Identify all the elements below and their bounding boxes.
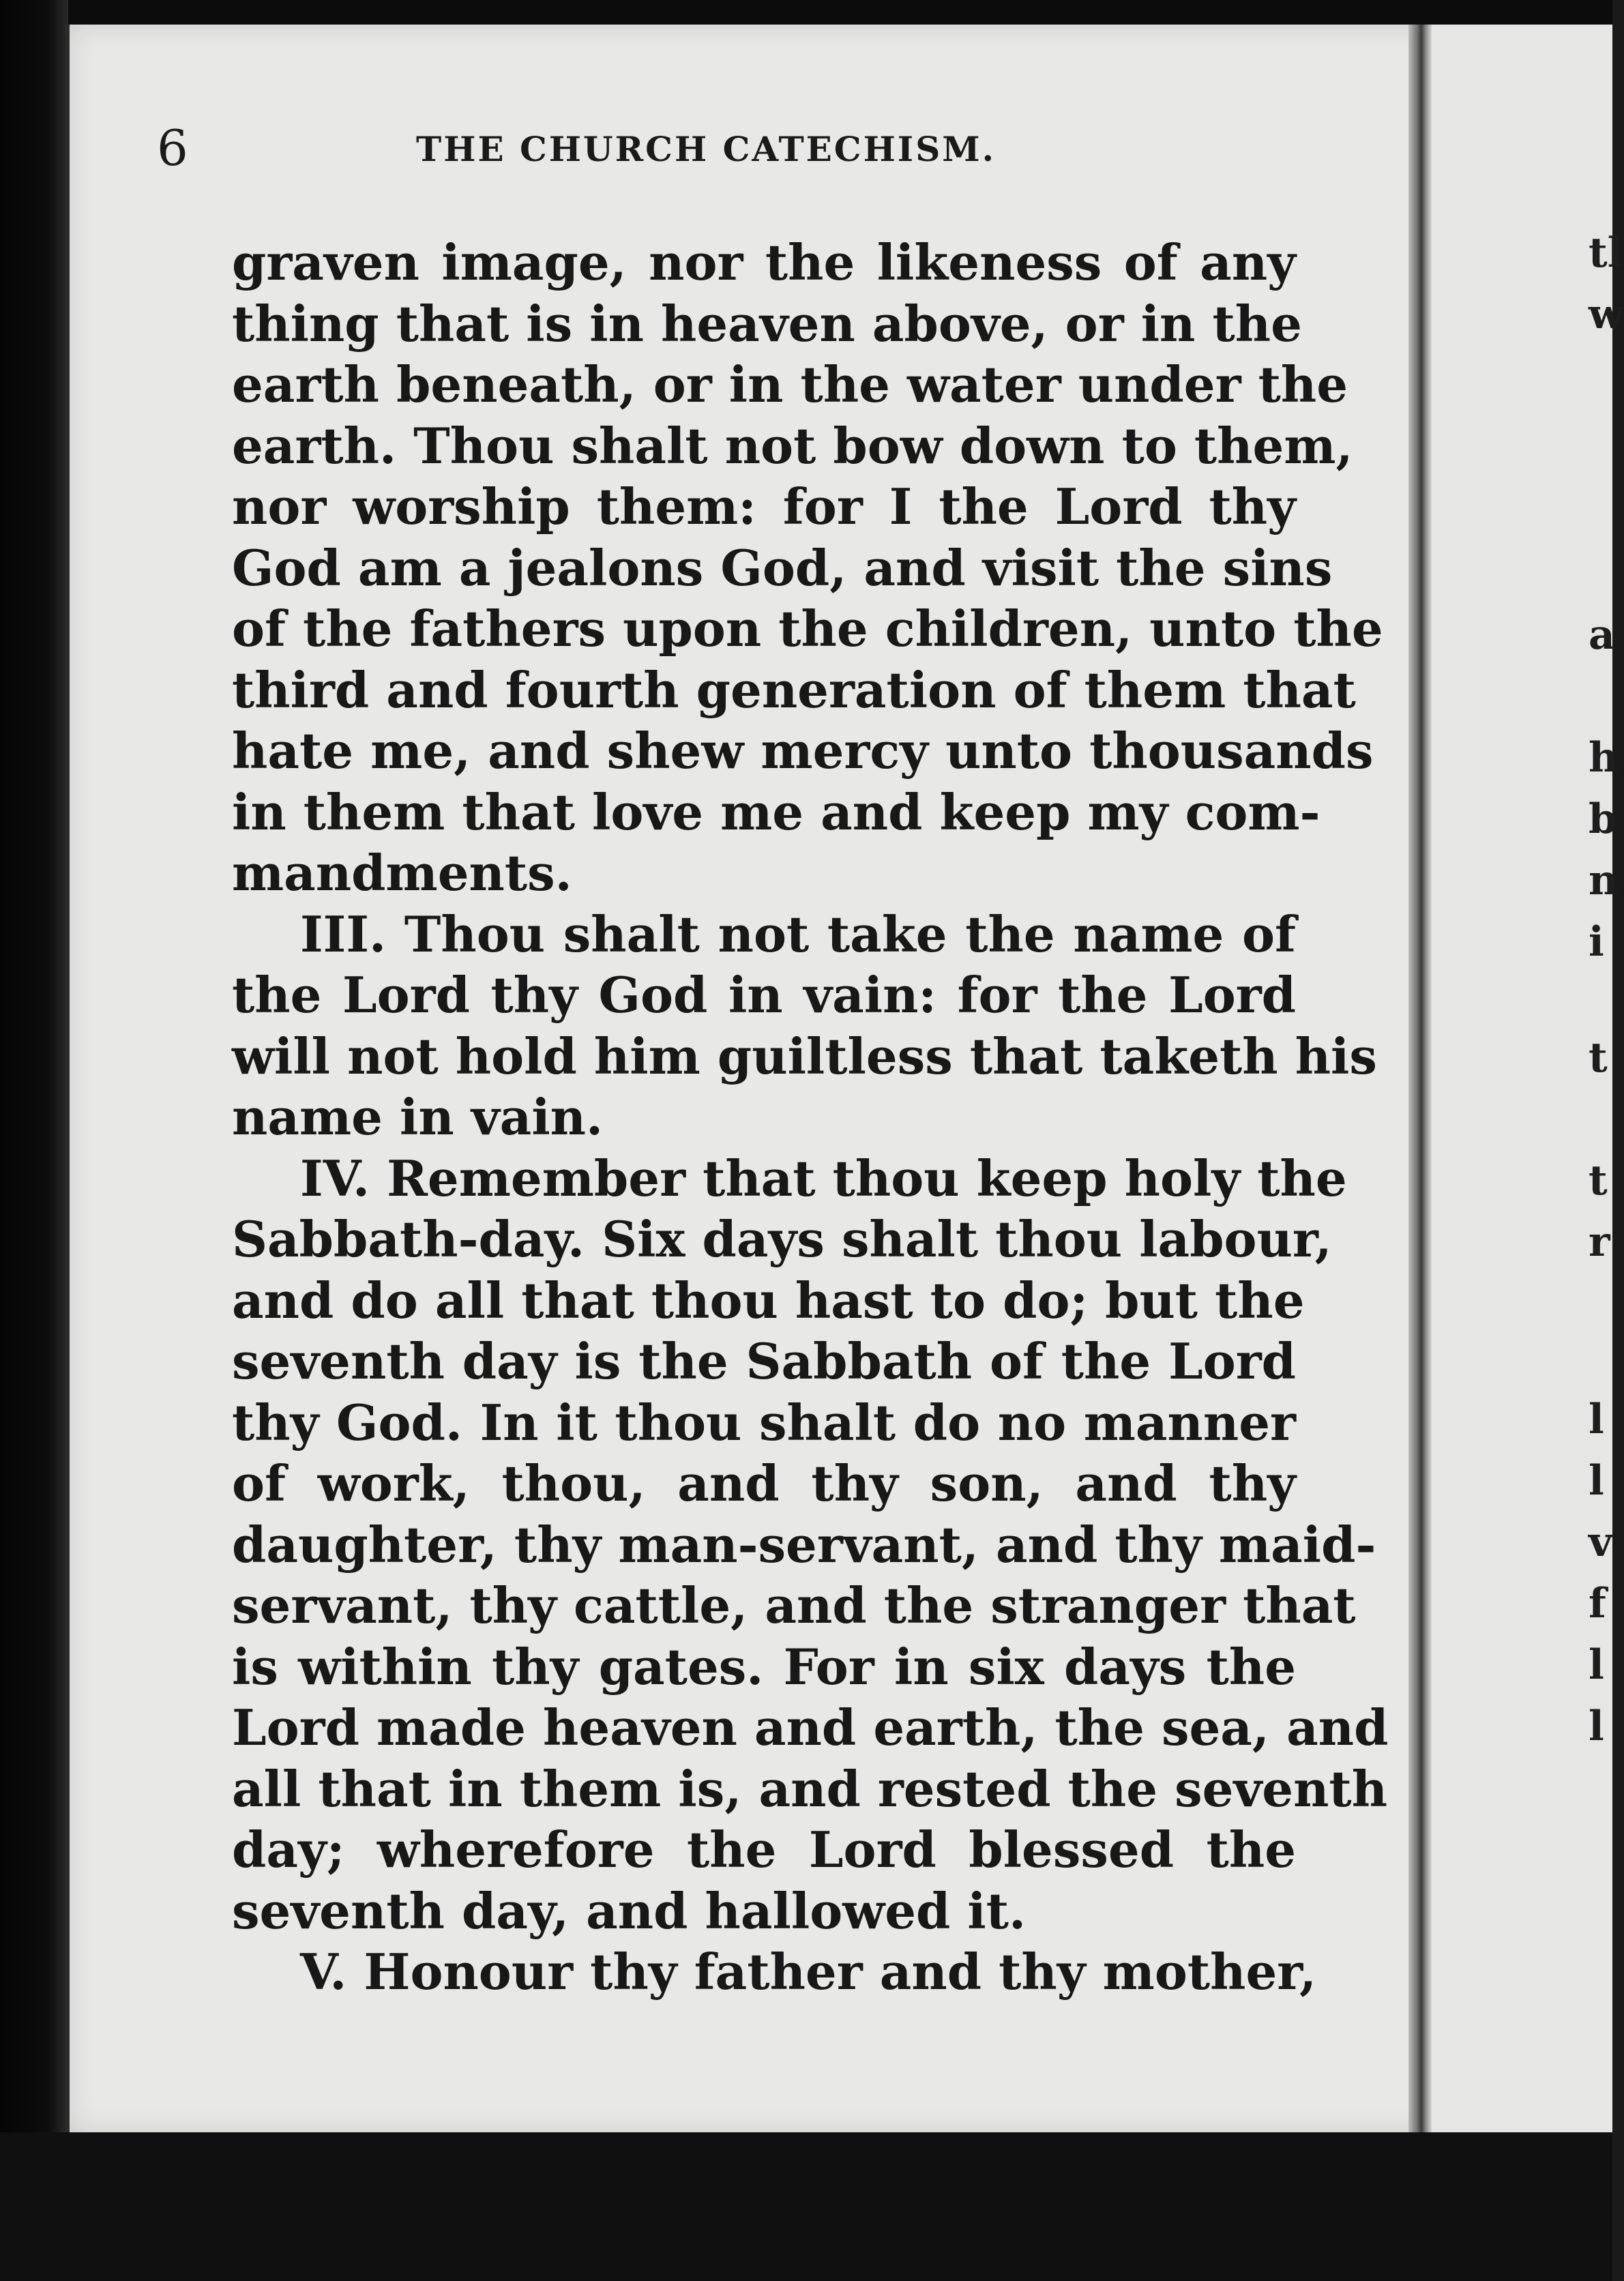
text-line: hate me, and shew mercy unto thousands: [232, 722, 1374, 780]
text-line: Lord made heaven and earth, the sea, and: [232, 1698, 1389, 1756]
facing-fragment: l: [1589, 1703, 1604, 1750]
text-line: God am a jealons God, and visit the sins: [232, 538, 1333, 597]
text-line: third and fourth generation of them that: [232, 660, 1356, 719]
text-line: Sabbath-day. Six days shalt thou labour,: [232, 1210, 1332, 1268]
body-text: [232, 232, 1389, 2003]
facing-fragment: n: [1589, 857, 1619, 904]
text-line: servant, thy cattle, and the stranger that: [232, 1576, 1356, 1634]
facing-fragment: l: [1589, 1457, 1604, 1505]
facing-fragment: v: [1589, 1518, 1612, 1566]
text-line: name in vain.: [232, 1088, 604, 1146]
facing-fragment: r: [1589, 1218, 1610, 1266]
bottom-film-border: [0, 2132, 1612, 2281]
text-line: daughter, thy man-servant, and thy maid-: [232, 1515, 1376, 1574]
text-line: of the fathers upon the children, unto the: [232, 600, 1383, 658]
facing-fragment: t: [1589, 1157, 1608, 1205]
facing-fragment: t: [1589, 1034, 1608, 1082]
text-line: is within thy gates. For in six days the: [232, 1637, 1296, 1696]
facing-page: [1432, 25, 1624, 2132]
text-line: all that in them is, and rested the seventh: [232, 1759, 1388, 1818]
commandment-iii: III. Thou shalt not take the name of: [300, 904, 1296, 963]
commandment-v: V. Honour thy father and thy mother,: [300, 1943, 1317, 2001]
facing-fragment: l: [1589, 1396, 1604, 1443]
top-film-border: [0, 0, 1612, 27]
facing-fragment: w: [1589, 291, 1624, 338]
commandment-iv: IV. Remember that thou keep holy the: [300, 1149, 1347, 1207]
text-line: mandments.: [232, 844, 572, 902]
text-line: will not hold him guiltless that taketh his: [232, 1027, 1377, 1085]
text-line: and do all that thou hast to do; but the: [232, 1271, 1305, 1329]
text-line: day; wherefore the Lord blessed the: [232, 1821, 1296, 1879]
facing-fragment: h: [1589, 734, 1619, 782]
text-line: of work, thou, and thy son, and thy: [232, 1454, 1296, 1512]
text-line: nor worship them: for I the Lord thy: [232, 477, 1296, 535]
facing-fragment: l: [1589, 1641, 1604, 1689]
running-title: THE CHURCH CATECHISM.: [416, 129, 996, 169]
text-line: seventh day, and hallowed it.: [232, 1881, 1027, 1940]
facing-fragment: b: [1589, 795, 1617, 843]
facing-fragment: tl: [1589, 229, 1623, 277]
facing-fragment: a: [1589, 611, 1615, 659]
book-gutter: [1408, 25, 1432, 2132]
left-film-border: [0, 0, 68, 2281]
facing-fragment: i: [1589, 918, 1604, 966]
text-line: in them that love me and keep my com-: [232, 782, 1320, 841]
text-line: thy God. In it thou shalt do no manner: [232, 1393, 1296, 1452]
text-line: the Lord thy God in vain: for the Lord: [232, 966, 1296, 1024]
page-number: 6: [157, 119, 188, 177]
facing-fragment: f: [1589, 1580, 1606, 1628]
text-line: graven image, nor the likeness of any: [232, 233, 1296, 291]
text-line: seventh day is the Sabbath of the Lord: [232, 1332, 1296, 1390]
text-line: earth beneath, or in the water under the: [232, 355, 1348, 413]
text-line: thing that is in heaven above, or in the: [232, 294, 1302, 353]
text-line: earth. Thou shalt not bow down to them,: [232, 416, 1353, 475]
